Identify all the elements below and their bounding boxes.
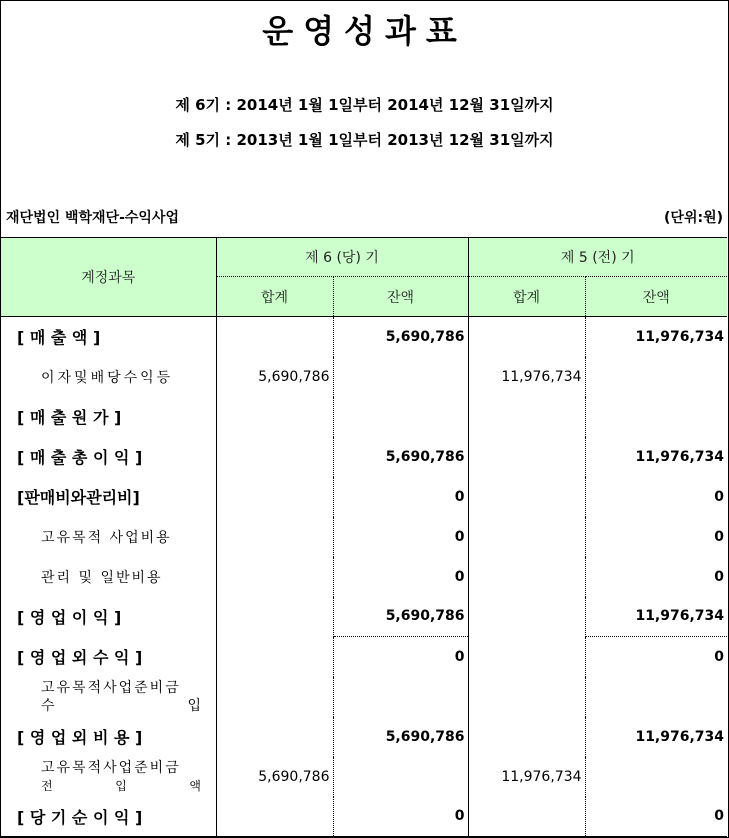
header-prior-subtotal: 합계 xyxy=(468,277,585,317)
cell-current-subtotal xyxy=(216,597,333,637)
table-row xyxy=(1,717,727,757)
table-row xyxy=(1,597,727,637)
cell-prior-balance: 0 xyxy=(714,528,725,545)
cell-prior-balance xyxy=(585,397,727,437)
cell-prior-subtotal xyxy=(468,717,585,757)
cell-prior-balance: 0 xyxy=(714,568,725,585)
table-row xyxy=(1,317,727,357)
cell-current-balance xyxy=(333,677,468,717)
row-label: [ 매 출 원 가 ] xyxy=(1,397,216,437)
cell-prior-balance xyxy=(585,677,727,717)
cell-prior-subtotal: 11,976,734 xyxy=(468,757,585,797)
table-row xyxy=(1,757,727,797)
header-current-period: 제 6 (당) 기 xyxy=(216,238,468,277)
row-label-line2: 전 입 액 xyxy=(41,778,201,793)
row-label: [ 당 기 순 이 익 ] xyxy=(1,797,216,837)
row-label: [ 영 업 외 비 용 ] xyxy=(1,717,216,757)
cell-prior-subtotal xyxy=(468,597,585,637)
cell-current-balance: 5,690,786 xyxy=(333,597,468,637)
cell-prior-subtotal: 11,976,734 xyxy=(468,357,585,397)
row-label: [ 영 업 외 수 익 ] xyxy=(1,637,216,677)
row-label: [ 매 출 총 이 익 ] xyxy=(1,437,216,477)
unit-label: (단위:원) xyxy=(664,210,723,226)
table-row xyxy=(1,517,727,557)
table-row xyxy=(1,437,727,477)
cell-prior-balance: 11,976,734 xyxy=(635,448,725,465)
cell-current-balance xyxy=(333,757,468,797)
cell-current-subtotal xyxy=(216,477,333,517)
cell-current-balance: 0 xyxy=(333,477,468,517)
row-label: [ 영 업 이 익 ] xyxy=(1,597,216,637)
row-label: 관리 및 일반비용 xyxy=(1,557,216,597)
cell-prior-balance: 11,976,734 xyxy=(635,328,725,345)
cell-current-balance: 5,690,786 xyxy=(333,317,468,357)
cell-current-subtotal: 5,690,786 xyxy=(216,757,333,797)
row-label-line2: 수 입 xyxy=(41,697,201,714)
cell-current-subtotal xyxy=(216,437,333,477)
header-prior-balance: 잔액 xyxy=(585,277,727,317)
cell-prior-subtotal xyxy=(468,637,585,677)
page-title: 운영성과표 xyxy=(262,12,467,50)
table-row xyxy=(1,637,727,677)
cell-current-balance: 0 xyxy=(333,637,468,677)
cell-current-subtotal: 5,690,786 xyxy=(216,357,333,397)
table-row xyxy=(1,477,727,517)
cell-prior-balance: 11,976,734 xyxy=(635,728,725,745)
cell-current-subtotal xyxy=(216,397,333,437)
table-row xyxy=(1,677,727,717)
cell-current-balance: 0 xyxy=(333,517,468,557)
cell-prior-balance: 0 xyxy=(714,648,725,665)
period-current: 제 6기 : 2014년 1월 1일부터 2014년 12월 31일까지 xyxy=(175,96,554,114)
cell-prior-subtotal xyxy=(468,517,585,557)
cell-prior-subtotal xyxy=(468,437,585,477)
header-prior-period: 제 5 (전) 기 xyxy=(468,238,727,277)
cell-prior-balance: 0 xyxy=(714,488,725,505)
organization-name: 재단법인 백학재단-수익사업 xyxy=(6,210,179,226)
cell-prior-subtotal xyxy=(468,677,585,717)
operating-results-table xyxy=(1,237,727,837)
table-row xyxy=(1,357,727,397)
cell-current-balance: 5,690,786 xyxy=(333,437,468,477)
cell-prior-balance: 11,976,734 xyxy=(585,597,727,637)
cell-current-subtotal xyxy=(216,677,333,717)
cell-current-balance xyxy=(333,397,468,437)
cell-prior-subtotal xyxy=(468,317,585,357)
cell-prior-subtotal xyxy=(468,477,585,517)
row-label: 이자및배당수익등 xyxy=(1,357,216,397)
header-current-subtotal: 합계 xyxy=(216,277,333,317)
cell-current-subtotal xyxy=(216,637,333,677)
row-label-line1: 고유목적사업준비금 xyxy=(41,679,181,696)
row-label: [ 매 출 액 ] xyxy=(1,317,216,357)
row-label xyxy=(1,757,216,797)
row-label: 고유목적 사업비용 xyxy=(1,517,216,557)
table-row xyxy=(1,557,727,597)
cell-prior-balance: 0 xyxy=(585,797,727,837)
cell-current-subtotal xyxy=(216,317,333,357)
cell-prior-balance xyxy=(585,357,727,397)
table-row xyxy=(1,397,727,437)
header-account: 계정과목 xyxy=(1,238,216,317)
cell-prior-subtotal xyxy=(468,397,585,437)
row-label xyxy=(1,677,216,717)
cell-prior-subtotal xyxy=(468,797,585,837)
row-label: [판매비와관리비] xyxy=(1,477,216,517)
cell-current-subtotal xyxy=(216,717,333,757)
cell-current-subtotal xyxy=(216,557,333,597)
cell-current-subtotal xyxy=(216,517,333,557)
cell-current-balance: 0 xyxy=(333,797,468,837)
cell-prior-subtotal xyxy=(468,557,585,597)
cell-current-balance: 5,690,786 xyxy=(333,717,468,757)
header-current-balance: 잔액 xyxy=(333,277,468,317)
cell-current-balance xyxy=(333,357,468,397)
cell-prior-balance xyxy=(585,757,727,797)
period-prior: 제 5기 : 2013년 1월 1일부터 2013년 12월 31일까지 xyxy=(175,131,554,149)
row-label-line1: 고유목적사업준비금 xyxy=(41,759,181,776)
table-row xyxy=(1,797,727,837)
cell-current-balance: 0 xyxy=(333,557,468,597)
cell-current-subtotal xyxy=(216,797,333,837)
